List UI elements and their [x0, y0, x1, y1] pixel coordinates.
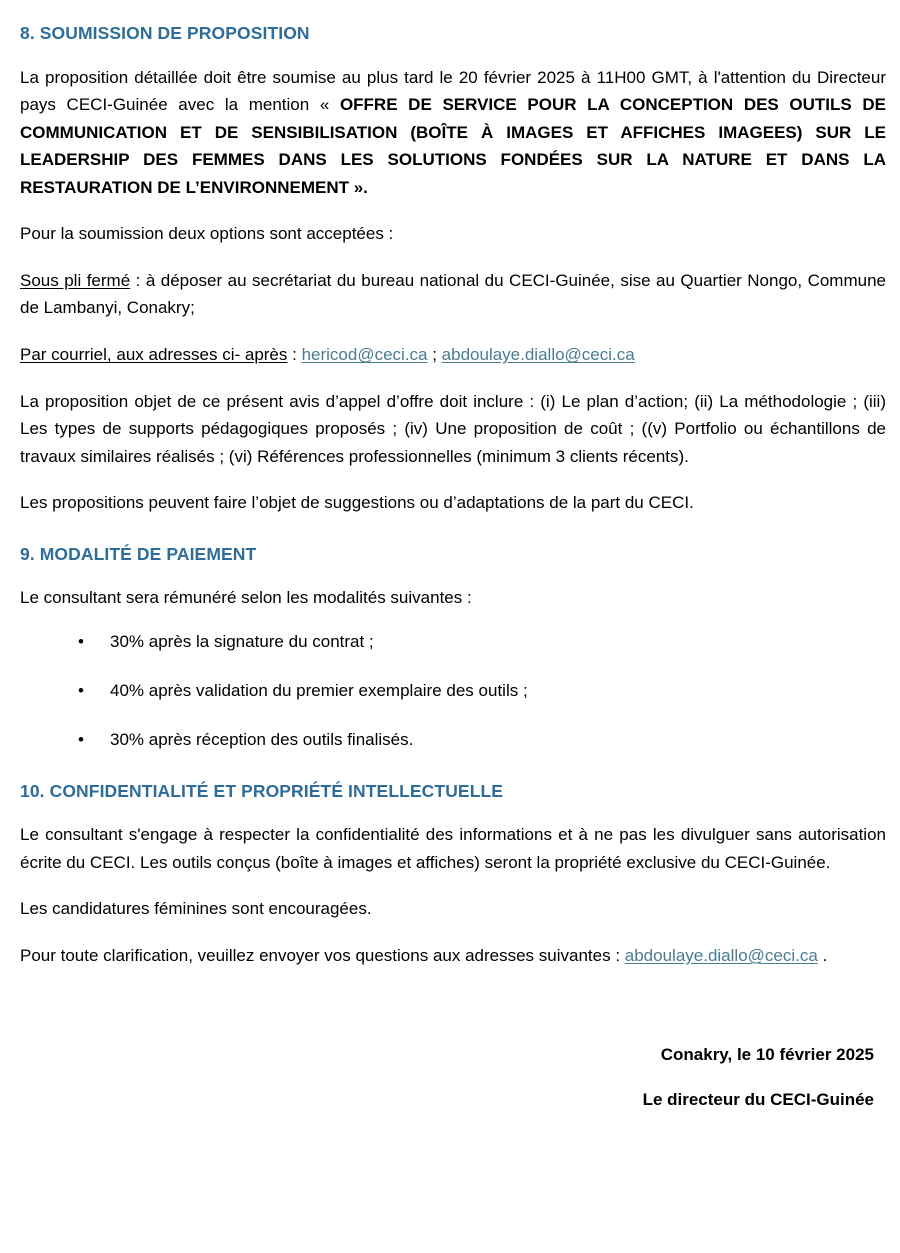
list-item-label: 40% après validation du premier exemplaire des outils ;: [110, 681, 528, 701]
section-8-offer-title-bold: OFFRE DE SERVICE POUR LA CONCEPTION DES OUTILS DE COMMUNICATION ET DE SENSIBILISATION (BOÎTE À IMAGES ET AFFICHES IMAGEES) SUR LE LEADERSHIP DES FEMMES DANS LES SOLUTIONS FONDÉES SUR LA NATURE ET DANS LA RESTAURATION DE L’ENVIRONNEMENT ».: [20, 95, 886, 197]
option-2-label: Par courriel, aux adresses ci- après: [20, 345, 288, 364]
section-10-paragraph-3-prefix: Pour toute clarification, veuillez envoyer vos questions aux adresses suivantes :: [20, 945, 625, 965]
section-heading-8: 8. SOUMISSION DE PROPOSITION: [20, 23, 310, 43]
section-9-intro: Le consultant sera rémunéré selon les modalités suivantes :: [20, 588, 472, 608]
section-heading-9: 9. MODALITÉ DE PAIEMENT: [20, 543, 257, 564]
email-joiner: ;: [427, 345, 442, 364]
list-item: [20, 628, 886, 655]
email-link-clarification[interactable]: abdoulaye.diallo@ceci.ca: [624, 945, 818, 965]
bullet-icon: •: [78, 681, 84, 701]
option-1-text: : à déposer au secrétariat du bureau national du CECI-Guinée, sise au Quartier Nongo, Commune de Lambanyi, Conakry;: [20, 270, 886, 318]
signature-place-and-date: Conakry, le 10 février 2025: [660, 1045, 874, 1065]
bullet-icon: •: [78, 730, 84, 750]
section-8-paragraph-1: [20, 64, 886, 202]
section-8-paragraph-3: La proposition objet de ce présent avis d’appel d’offre doit inclure : (i) Le plan d’action; (ii) La méthodologie ; (iii) Les types de supports pédagogiques proposés ; (iv) Une proposition de coût ; ((v) Portfolio ou échantillons de travaux similaires réalisés ; (vi) Références professionnelles (minimum 3 clients récents).: [20, 391, 886, 466]
list-item-label: 30% après réception des outils finalisés.: [110, 730, 414, 750]
section-8-option-2: [20, 341, 886, 369]
section-8-option-1: [20, 267, 886, 322]
section-heading-10: 10. CONFIDENTIALITÉ ET PROPRIÉTÉ INTELLECTUELLE: [20, 780, 504, 801]
list-item: [20, 726, 886, 753]
list-item-label: 30% après la signature du contrat ;: [110, 631, 374, 651]
section-8-paragraph-2: Pour la soumission deux options sont acceptées :: [20, 224, 394, 244]
list-item: [20, 677, 886, 704]
signature-title: Le directeur du CECI-Guinée: [642, 1089, 874, 1109]
option-1-label: Sous pli fermé: [20, 270, 131, 290]
section-10-paragraph-1: Le consultant s'engage à respecter la confidentialité des informations et à ne pas les divulguer sans autorisation écrite du CECI. Les outils conçus (boîte à images et affiches) seront la propriété exclusive du CECI-Guinée.: [20, 825, 886, 872]
section-10-paragraph-2: Les candidatures féminines sont encouragées.: [20, 899, 372, 919]
section-8-paragraph-1-intro: La proposition détaillée doit être soumise au plus tard le 20 février 2025 à 11H00 GMT, à l'attention du Directeur pays CECI-Guinée avec la mention «: [20, 67, 886, 115]
section-8-paragraph-4: Les propositions peuvent faire l’objet de suggestions ou d’adaptations de la part du CECI.: [20, 493, 694, 513]
email-link-abdoulaye-diallo[interactable]: abdoulaye.diallo@ceci.ca: [441, 345, 635, 364]
payment-terms-list: [20, 628, 886, 754]
email-link-hericod[interactable]: hericod@ceci.ca: [301, 345, 428, 364]
option-2-separator: :: [287, 345, 302, 364]
section-10-paragraph-3-suffix: .: [817, 945, 828, 965]
bullet-icon: •: [78, 631, 84, 651]
section-10-paragraph-3: [20, 942, 886, 970]
signature-block: [20, 1041, 886, 1112]
